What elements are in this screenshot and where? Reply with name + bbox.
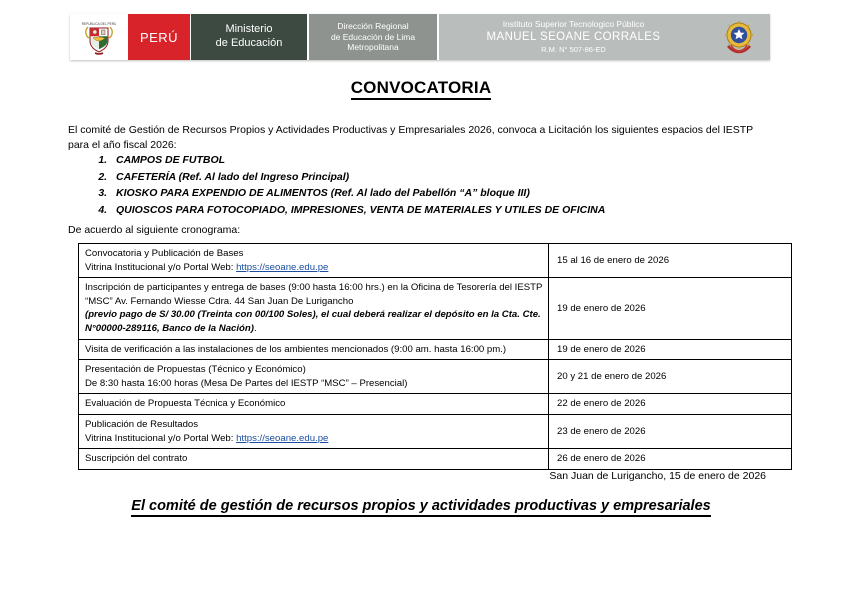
dre-line-3: Metropolitana: [347, 42, 399, 53]
table-row: [79, 394, 792, 415]
portal-web-link[interactable]: https://seoane.edu.pe: [236, 261, 329, 273]
task-line: Presentación de Propuestas (Técnico y Económico): [85, 364, 306, 376]
iestp-line-2: MANUEL SEOANE CORRALES: [486, 31, 661, 44]
ministry-line-2: de Educación: [215, 37, 283, 49]
table-cell-task: Visita de verificación a las instalaciones de los ambientes mencionados (9:00 am. hasta 16:00 pm.): [79, 339, 549, 360]
table-cell-date: 20 y 21 de enero de 2026: [549, 360, 792, 394]
peru-coat-of-arms-icon: [70, 14, 128, 60]
table-cell-date: 15 al 16 de enero de 2026: [549, 244, 792, 278]
committee-signature-text: El comité de gestión de recursos propios y actividades productivas y empresariales: [131, 498, 710, 517]
peru-brand-block: [128, 14, 190, 60]
task-line-prefix: Vitrina Institucional y/o Portal Web:: [85, 261, 237, 273]
table-row: [79, 244, 792, 278]
dre-line-2: de Educación de Lima: [330, 31, 416, 42]
ministry-of-education-block: [190, 14, 307, 60]
committee-signature: [0, 498, 842, 514]
table-cell-date: 26 de enero de 2026: [549, 449, 792, 470]
document-title-text: CONVOCATORIA: [351, 78, 492, 100]
table-row: [79, 449, 792, 470]
iestp-institution-block: [437, 14, 708, 60]
list-item: 4. QUIOSCOS PARA FOTOCOPIADO, IMPRESIONES, VENTA DE MATERIALES Y UTILES DE OFICINA: [110, 202, 800, 219]
list-item: 2. CAFETERÍA (Ref. Al lado del Ingreso Principal): [110, 169, 800, 186]
schedule-lead-text: De acuerdo al siguiente cronograma:: [68, 224, 241, 236]
dre-line-1: Dirección Regional: [337, 21, 409, 32]
table-cell-task: [79, 278, 549, 339]
list-item: 3. KIOSKO PARA EXPENDIO DE ALIMENTOS (Ref. Al lado del Pabellón “A” bloque III): [110, 185, 800, 202]
table-cell-date: 23 de enero de 2026: [549, 415, 792, 449]
table-row: [79, 339, 792, 360]
table-row: [79, 415, 792, 449]
list-item: 1. CAMPOS DE FUTBOL: [110, 152, 800, 169]
table-row: [79, 360, 792, 394]
iestp-line-1: Instituto Superior Tecnologico Público: [502, 19, 645, 30]
ministry-line-1: Ministerio: [225, 23, 273, 36]
task-line: Inscripción de participantes y entrega de bases (9:00 hasta 16:00 hrs.) en la Oficina de Tesorería del IESTP “MSC” Av. Fernando Wiesse Cdra. 44 San Juan De Lurigancho: [85, 282, 543, 307]
payment-note-tail: .: [253, 323, 257, 335]
table-cell-task: [79, 360, 549, 394]
table-cell-task: Evaluación de Propuesta Técnica y Económico: [79, 394, 549, 415]
task-line-with-link: [85, 432, 543, 446]
portal-web-link[interactable]: https://seoane.edu.pe: [236, 432, 329, 444]
document-title: [0, 78, 842, 98]
table-cell-task: [79, 415, 549, 449]
task-line-prefix: Vitrina Institucional y/o Portal Web:: [85, 432, 237, 444]
svg-text:REPUBLICA DEL PERU: REPUBLICA DEL PERU: [82, 22, 116, 26]
table-row: [79, 278, 792, 339]
table-cell-date: 22 de enero de 2026: [549, 394, 792, 415]
regional-education-directorate-block: [307, 14, 437, 60]
table-cell-task: [79, 244, 549, 278]
table-cell-date: 19 de enero de 2026: [549, 278, 792, 339]
intro-paragraph: El comité de Gestión de Recursos Propios y Actividades Productivas y Empresariales 2026, convoca a Licitación los siguientes espacios del IESTP para el año fiscal 2026:: [68, 123, 753, 151]
schedule-table: [78, 243, 792, 470]
peru-label: PERÚ: [139, 29, 179, 45]
task-line: Publicación de Resultados: [85, 419, 199, 431]
table-cell-task: Suscripción del contrato: [79, 449, 549, 470]
table-cell-date: 19 de enero de 2026: [549, 339, 792, 360]
task-line: Convocatoria y Publicación de Bases: [85, 248, 244, 259]
place-and-date: San Juan de Lurigancho, 15 de enero de 2026: [549, 470, 766, 482]
institutional-header-banner: [70, 14, 770, 60]
iestp-line-3: R.M. N° 507-86-ED: [541, 45, 606, 55]
auction-spaces-list: [80, 152, 800, 218]
task-line: De 8:30 hasta 16:00 horas (Mesa De Partes del IESTP “MSC” – Presencial): [85, 377, 408, 389]
institution-crest-icon: [708, 14, 770, 60]
task-line-with-link: [85, 261, 543, 275]
task-line-emphasis: [85, 308, 543, 335]
payment-note: (previo pago de S/ 30.00 (Treinta con 00/100 Soles), el cual deberá realizar el depósito en la Cta. Cte. N°00000-289116, Banco de la Nación): [85, 309, 541, 335]
